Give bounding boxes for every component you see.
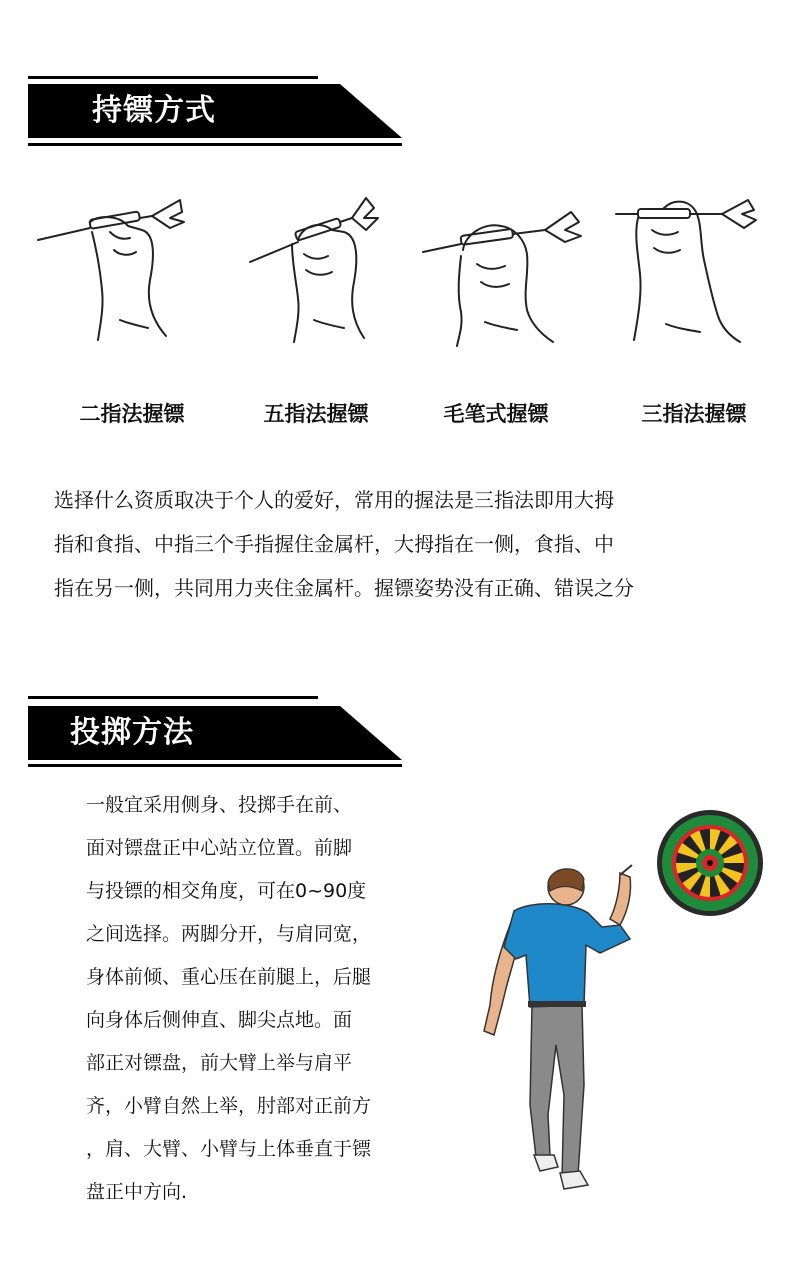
grip-illustrations (0, 190, 800, 360)
banner-top-rule (28, 696, 318, 699)
paragraph-line: 指和食指、中指三个手指握住金属杆，大拇指在一侧，食指、中 (54, 532, 614, 556)
paragraph-line: 向身体后侧伸直、脚尖点地。面 (86, 1009, 353, 1031)
section-title: 投掷方法 (70, 715, 194, 750)
paragraph-line: 身体前倾、重心压在前腿上，后腿 (86, 966, 372, 988)
paragraph-line: 盘正中方向. (86, 1181, 188, 1203)
banner-bottom-rule (28, 764, 402, 767)
dartboard-icon (655, 808, 765, 918)
banner-top-rule (28, 76, 318, 79)
paragraph-line: 选择什么资质取决于个人的爱好，常用的握法是三指法即用大拇 (54, 488, 614, 512)
throw-description (86, 784, 436, 1214)
banner-band (28, 84, 402, 138)
paragraph-line: 之间选择。两脚分开，与肩同宽， (86, 923, 372, 945)
grip-description (54, 478, 754, 610)
hand-holding-dart-icon (240, 190, 410, 360)
paragraph-line: 一般宜采用侧身、投掷手在前、 (86, 794, 353, 816)
paragraph-line: 指在另一侧，共同用力夹住金属杆。握镖姿势没有正确、错误之分 (54, 576, 634, 600)
banner-bottom-rule (28, 143, 402, 146)
paragraph-line: 部正对镖盘，前大臂上举与肩平 (86, 1052, 353, 1074)
hand-holding-dart-icon (415, 190, 585, 360)
paragraph-line: ，肩、大臂、小臂与上体垂直于镖 (86, 1138, 372, 1160)
grip-label-five-finger: 五指法握镖 (263, 402, 369, 426)
hand-holding-dart-icon (608, 190, 778, 360)
hand-holding-dart-icon (30, 190, 200, 360)
paragraph-line: 面对镖盘正中心站立位置。前脚 (86, 837, 353, 859)
grip-label-two-finger: 二指法握镖 (79, 402, 185, 426)
paragraph-line: 齐，小臂自然上举，肘部对正前方 (86, 1095, 372, 1117)
section-title: 持镖方式 (92, 93, 216, 128)
dart-thrower-icon (470, 855, 660, 1205)
banner-band (28, 706, 402, 760)
grip-label-brush-style: 毛笔式握镖 (443, 402, 549, 426)
paragraph-line: 与投镖的相交角度，可在0~90度 (86, 880, 367, 902)
grip-label-three-finger: 三指法握镖 (641, 402, 747, 426)
